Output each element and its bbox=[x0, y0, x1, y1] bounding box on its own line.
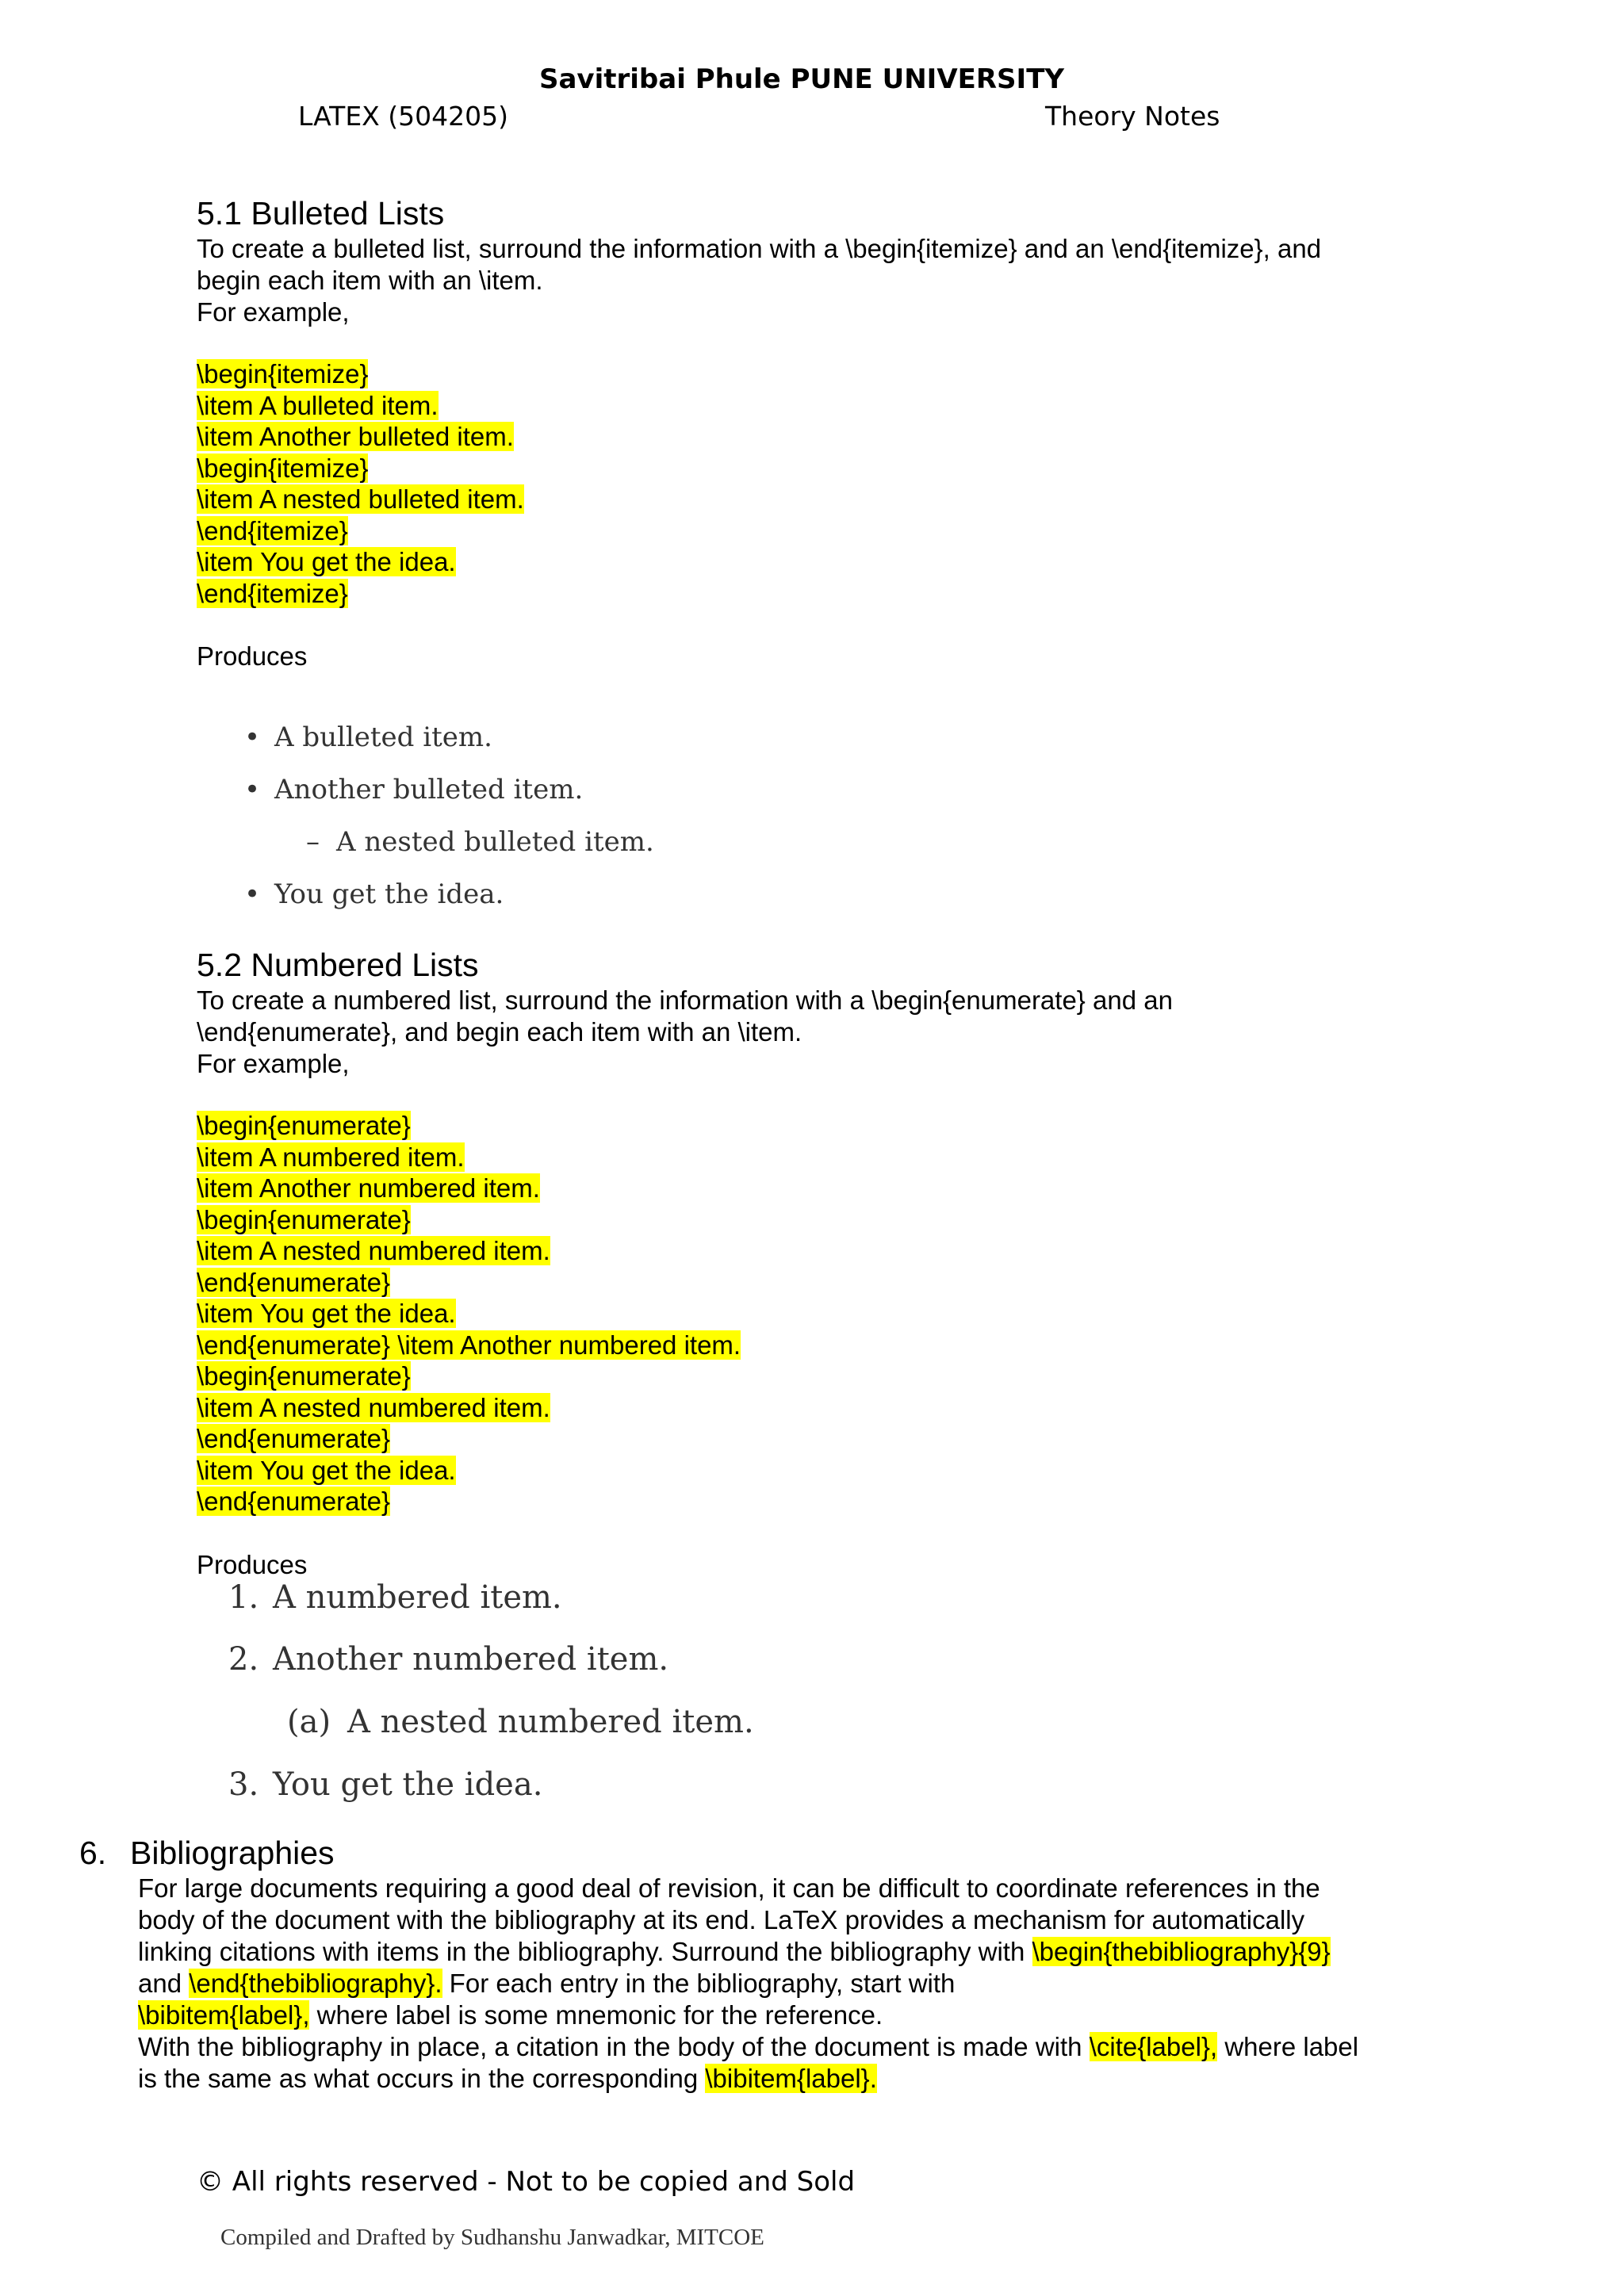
code-line: \item A nested numbered item. bbox=[197, 1236, 550, 1265]
para-line: body of the document with the bibliography at its end. LaTeX provides a mechanism for automatically bbox=[138, 1905, 1305, 1934]
bibliography-paragraph bbox=[138, 1873, 1358, 2095]
highlight-bibitem: \bibitem{label}, bbox=[138, 2000, 310, 2030]
bullet-icon: • bbox=[244, 721, 261, 753]
code-line: \end{itemize} bbox=[197, 515, 348, 545]
code-line: \end{enumerate} \item Another numbered item. bbox=[197, 1330, 741, 1360]
para-line: With the bibliography in place, a citation in the body of the document is made with \cite{label}, where label bbox=[138, 2032, 1359, 2061]
para-line: linking citations with items in the bibliography. Surround the bibliography with \begin{thebibliography}{9} bbox=[138, 1937, 1331, 1966]
university-title: Savitribai Phule PUNE UNIVERSITY bbox=[539, 63, 1065, 95]
para-line: and \end{thebibliography}. For each entry in the bibliography, start with bbox=[138, 1969, 956, 1998]
code-line: \end{itemize} bbox=[197, 578, 348, 608]
para-line: For large documents requiring a good deal of revision, it can be difficult to coordinate references in the bbox=[138, 1873, 1320, 1903]
produces-label: Produces bbox=[197, 1550, 308, 1579]
course-code: LATEX (504205) bbox=[298, 101, 508, 132]
enum-marker: 1. bbox=[228, 1579, 259, 1616]
intro-line: To create a numbered list, surround the information with a \begin{enumerate} and an bbox=[197, 985, 1173, 1015]
enum-nested-item: A nested numbered item. bbox=[347, 1704, 754, 1740]
para-line: is the same as what occurs in the corresponding \bibitem{label}. bbox=[138, 2064, 877, 2093]
produces-label: Produces bbox=[197, 641, 308, 671]
code-line: \begin{enumerate} bbox=[197, 1111, 411, 1140]
code-line: \item A numbered item. bbox=[197, 1142, 465, 1172]
highlight-cite: \cite{label}, bbox=[1089, 2032, 1218, 2061]
code-line: \end{enumerate} bbox=[197, 1487, 391, 1516]
intro-line: \end{enumerate}, and begin each item with an \item. bbox=[197, 1017, 802, 1047]
enum-marker: (a) bbox=[287, 1704, 331, 1740]
code-line: \item A nested numbered item. bbox=[197, 1392, 550, 1422]
bullet-icon: • bbox=[244, 774, 261, 806]
section-5-1-intro bbox=[197, 233, 1321, 328]
bullet-item: Another bulleted item. bbox=[274, 774, 584, 806]
highlight-begin-bibliography: \begin{thebibliography}{9} bbox=[1032, 1937, 1331, 1966]
intro-line: For example, bbox=[197, 1049, 350, 1078]
bullet-item: You get the idea. bbox=[274, 878, 504, 910]
enum-item: A numbered item. bbox=[273, 1579, 562, 1616]
enum-marker: 2. bbox=[228, 1641, 259, 1678]
code-line: \item A bulleted item. bbox=[197, 390, 439, 420]
highlight-end-bibliography: \end{thebibliography}. bbox=[189, 1969, 442, 1998]
code-line: \end{enumerate} bbox=[197, 1424, 391, 1453]
code-line: \item Another numbered item. bbox=[197, 1173, 540, 1203]
bullet-item: A bulleted item. bbox=[274, 721, 492, 753]
code-line: \item Another bulleted item. bbox=[197, 422, 514, 451]
intro-line: To create a bulleted list, surround the information with a \begin{itemize} and an \end{itemize}, and bbox=[197, 234, 1322, 263]
code-line: \end{enumerate} bbox=[197, 1267, 391, 1297]
section-6-number: 6. bbox=[79, 1835, 107, 1871]
code-line: \begin{enumerate} bbox=[197, 1361, 411, 1391]
dash-icon: – bbox=[306, 826, 320, 858]
enumerate-code-block bbox=[197, 1110, 741, 1517]
code-line: \item You get the idea. bbox=[197, 547, 456, 576]
section-5-2-intro bbox=[197, 985, 1173, 1080]
code-line: \begin{itemize} bbox=[197, 359, 369, 388]
section-5-1-heading: 5.1 Bulleted Lists bbox=[197, 195, 445, 232]
bullet-icon: • bbox=[244, 878, 261, 910]
section-6-heading: Bibliographies bbox=[130, 1835, 335, 1871]
code-line: \begin{enumerate} bbox=[197, 1204, 411, 1234]
itemize-code-block bbox=[197, 358, 524, 609]
section-5-2-heading: 5.2 Numbered Lists bbox=[197, 947, 479, 983]
enum-marker: 3. bbox=[228, 1766, 259, 1803]
notes-label: Theory Notes bbox=[1045, 101, 1220, 132]
copyright-notice: © All rights reserved - Not to be copied and Sold bbox=[197, 2166, 856, 2198]
intro-line: For example, bbox=[197, 297, 350, 327]
enum-item: Another numbered item. bbox=[273, 1641, 669, 1678]
code-line: \begin{itemize} bbox=[197, 453, 369, 483]
highlight-bibitem-ref: \bibitem{label}. bbox=[705, 2064, 877, 2093]
nested-bullet-item: A nested bulleted item. bbox=[336, 826, 654, 858]
para-line: \bibitem{label}, where label is some mnemonic for the reference. bbox=[138, 2000, 883, 2030]
code-line: \item A nested bulleted item. bbox=[197, 484, 524, 514]
author-credit: Compiled and Drafted by Sudhanshu Janwadkar, MITCOE bbox=[220, 2225, 764, 2250]
intro-line: begin each item with an \item. bbox=[197, 266, 543, 295]
enum-item: You get the idea. bbox=[273, 1766, 543, 1803]
code-line: \item You get the idea. bbox=[197, 1455, 456, 1485]
code-line: \item You get the idea. bbox=[197, 1299, 456, 1328]
